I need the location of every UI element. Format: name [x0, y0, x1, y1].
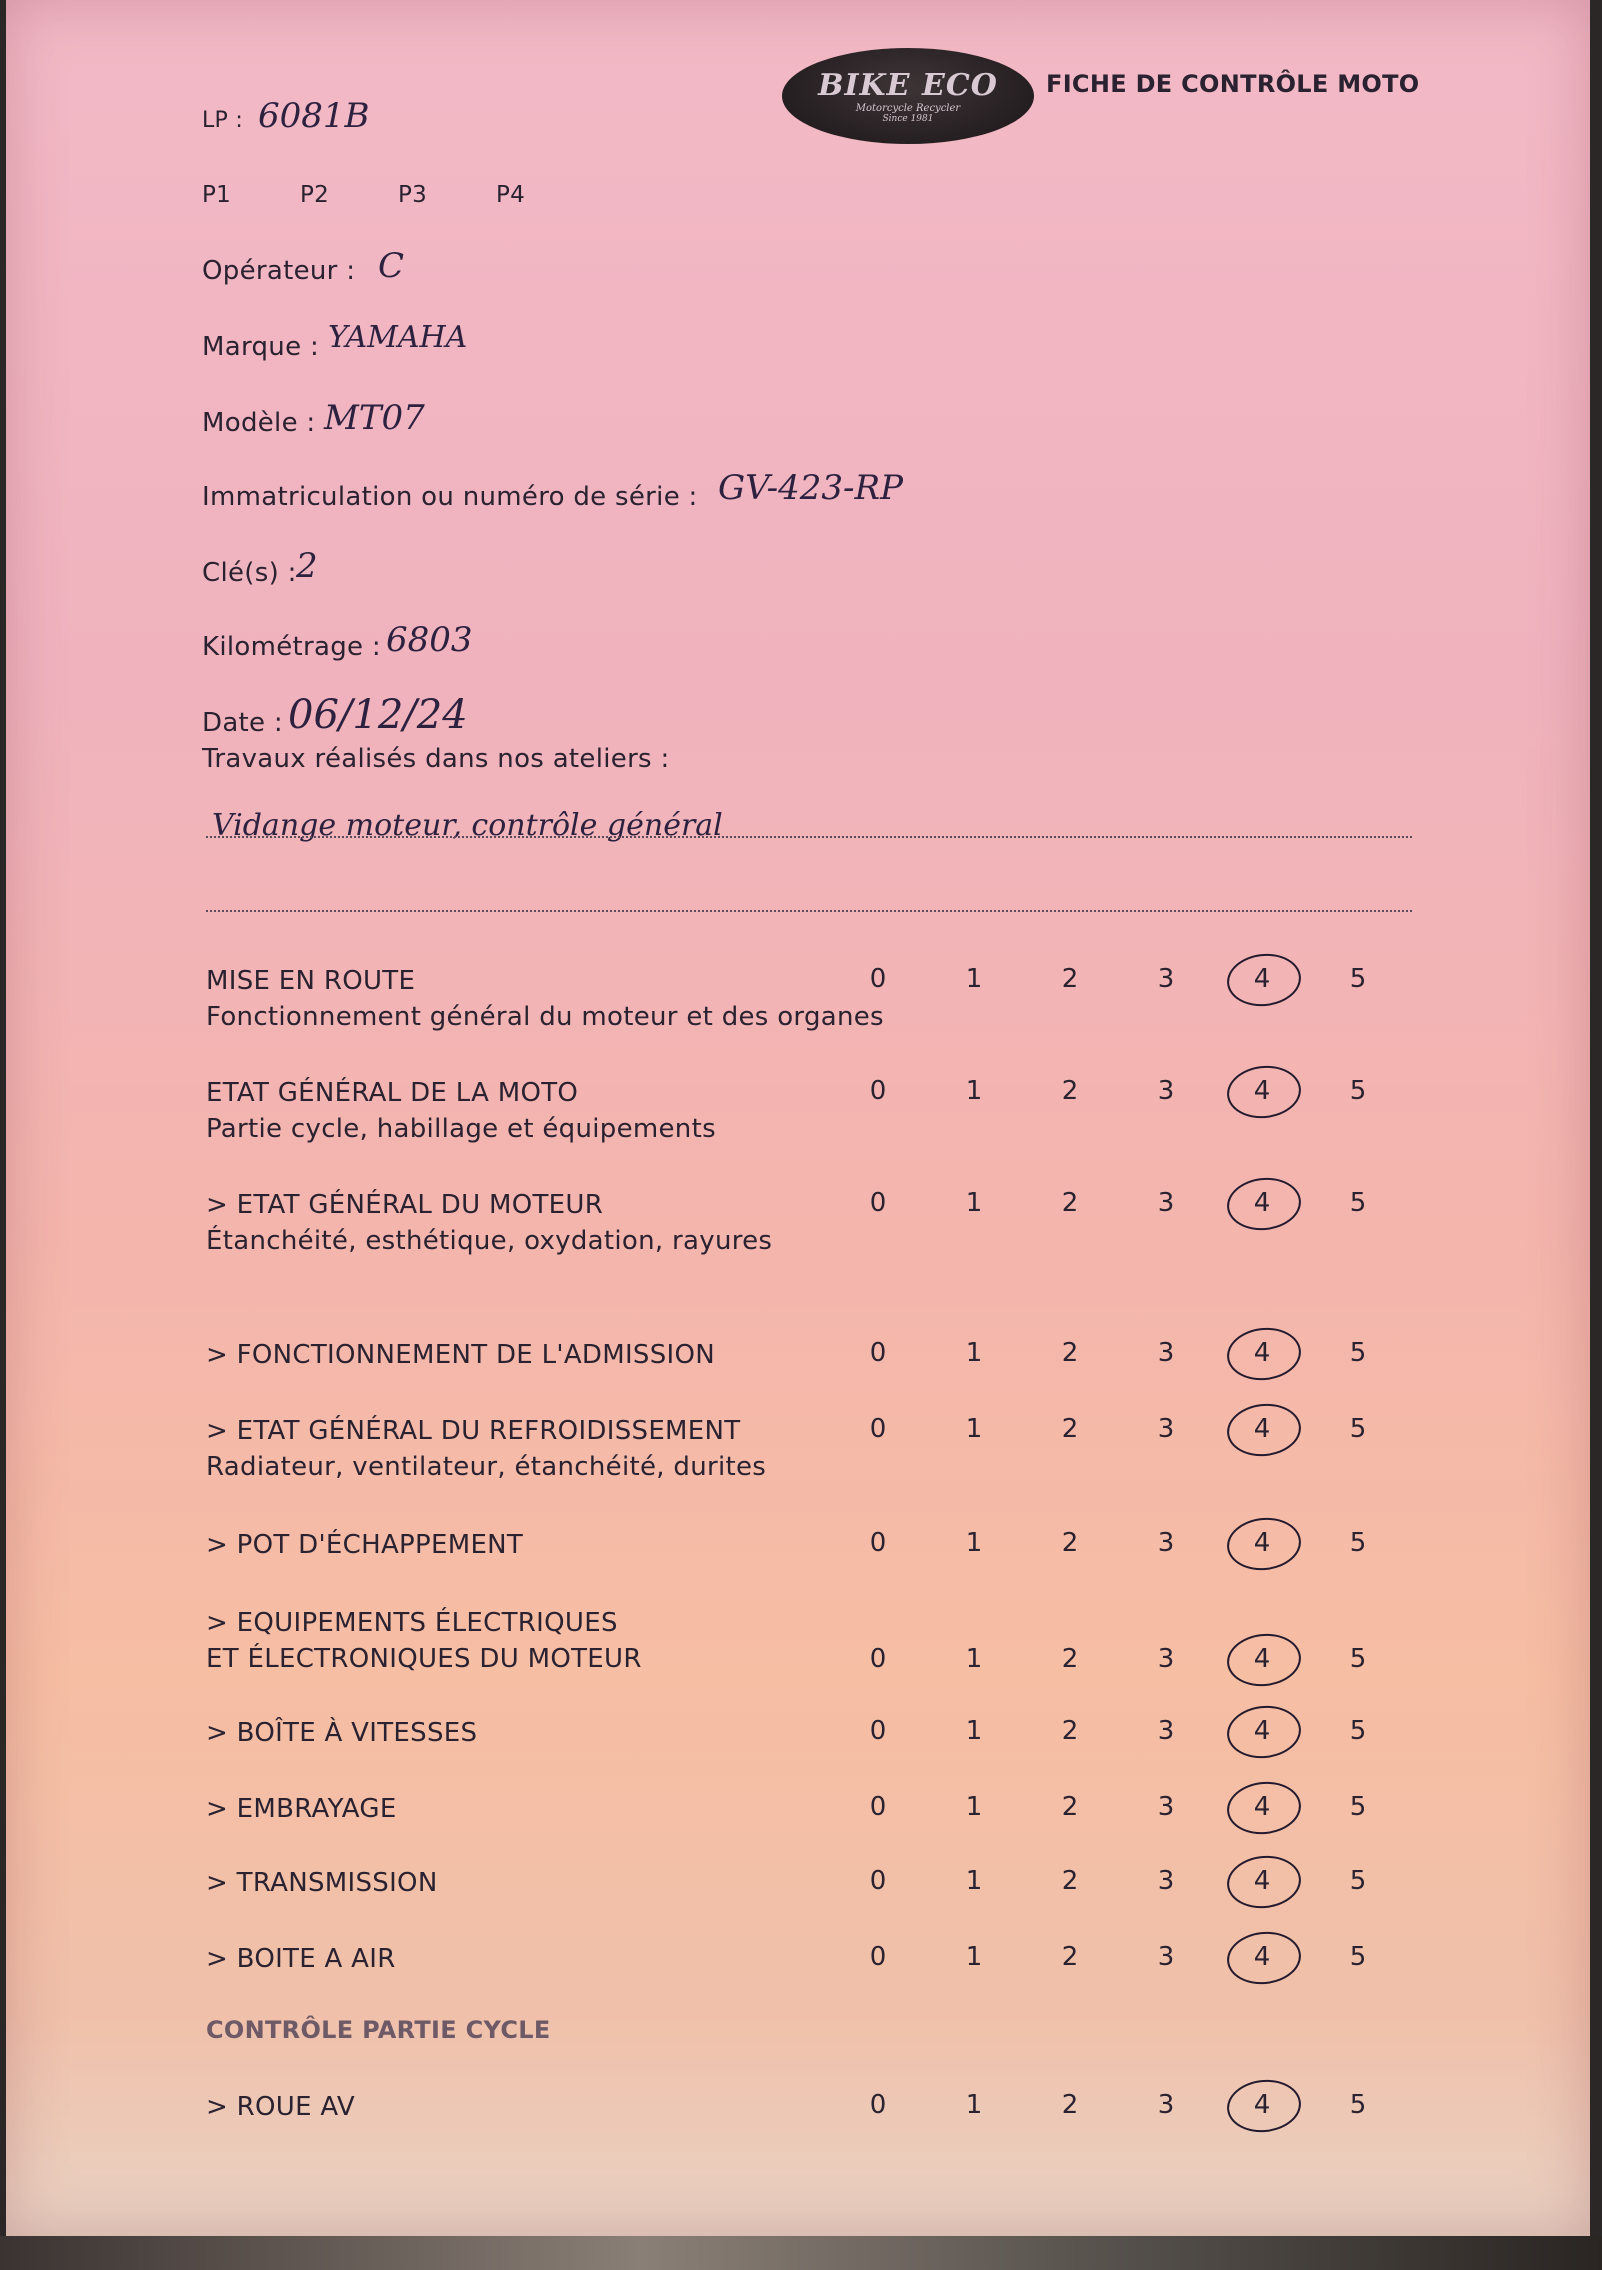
- rating-option[interactable]: 3: [1157, 1866, 1175, 1896]
- selected-rating-circle: [1224, 2076, 1303, 2135]
- rating-option[interactable]: 1: [965, 964, 983, 994]
- check-title: > ETAT GÉNÉRAL DU MOTEUR: [206, 1190, 604, 1220]
- rating-option[interactable]: 2: [1061, 1644, 1079, 1674]
- check-title: > EMBRAYAGE: [206, 1794, 397, 1824]
- rating-option[interactable]: 0: [869, 1866, 887, 1896]
- rating-option[interactable]: 4: [1253, 1188, 1271, 1218]
- rating-option[interactable]: 2: [1061, 1866, 1079, 1896]
- check-subtitle: Fonctionnement général du moteur et des organes: [206, 1002, 884, 1032]
- rating-option[interactable]: 2: [1061, 1716, 1079, 1746]
- check-title: ETAT GÉNÉRAL DE LA MOTO: [206, 1078, 579, 1108]
- rating-option[interactable]: 1: [965, 1338, 983, 1368]
- rating-option[interactable]: 3: [1157, 1338, 1175, 1368]
- rating-option[interactable]: 0: [869, 1644, 887, 1674]
- rating-option[interactable]: 2: [1061, 2090, 1079, 2120]
- rating-option[interactable]: 4: [1253, 1528, 1271, 1558]
- operateur-value: C: [378, 246, 405, 286]
- p4-label: P4: [496, 182, 526, 208]
- check-title: > EQUIPEMENTS ÉLECTRIQUES: [206, 1608, 618, 1638]
- lp-value: 6081B: [258, 96, 370, 136]
- check-subtitle: ET ÉLECTRONIQUES DU MOTEUR: [206, 1644, 642, 1674]
- check-title: > TRANSMISSION: [206, 1868, 438, 1898]
- rating-option[interactable]: 4: [1253, 1866, 1271, 1896]
- rating-option[interactable]: 2: [1061, 1076, 1079, 1106]
- selected-rating-circle: [1224, 1174, 1303, 1233]
- rating-option[interactable]: 3: [1157, 1792, 1175, 1822]
- cles-label: Clé(s) :: [202, 558, 297, 588]
- selected-rating-circle: [1224, 1852, 1303, 1911]
- rating-option[interactable]: 4: [1253, 1414, 1271, 1444]
- lp-label: LP :: [202, 108, 244, 133]
- selected-rating-circle: [1224, 1400, 1303, 1459]
- sheet-title: FICHE DE CONTRÔLE MOTO: [1046, 70, 1420, 98]
- check-title: > BOÎTE À VITESSES: [206, 1718, 478, 1748]
- rating-option[interactable]: 1: [965, 1528, 983, 1558]
- rating-option[interactable]: 5: [1349, 1716, 1367, 1746]
- date-value: 06/12/24: [288, 692, 468, 738]
- rating-option[interactable]: 3: [1157, 1942, 1175, 1972]
- date-label: Date :: [202, 708, 283, 738]
- marque-label: Marque :: [202, 332, 320, 362]
- rating-option[interactable]: 1: [965, 2090, 983, 2120]
- km-value: 6803: [386, 620, 473, 660]
- check-title: > POT D'ÉCHAPPEMENT: [206, 1530, 524, 1560]
- rating-option[interactable]: 4: [1253, 1644, 1271, 1674]
- rating-option[interactable]: 0: [869, 1792, 887, 1822]
- rating-option[interactable]: 5: [1349, 1188, 1367, 1218]
- brand-name: BIKE ECO: [818, 68, 998, 103]
- background-surface: [0, 2236, 1602, 2270]
- rating-option[interactable]: 5: [1349, 1528, 1367, 1558]
- brand-since: Since 1981: [882, 114, 934, 124]
- p3-label: P3: [398, 182, 428, 208]
- rating-option[interactable]: 0: [869, 1188, 887, 1218]
- rating-option[interactable]: 1: [965, 1076, 983, 1106]
- rating-option[interactable]: 5: [1349, 1792, 1367, 1822]
- selected-rating-circle: [1224, 1062, 1303, 1121]
- modele-label: Modèle :: [202, 408, 316, 438]
- rating-option[interactable]: 2: [1061, 1338, 1079, 1368]
- immat-label: Immatriculation ou numéro de série :: [202, 482, 698, 512]
- rating-option[interactable]: 1: [965, 1188, 983, 1218]
- km-label: Kilométrage :: [202, 632, 381, 662]
- modele-value: MT07: [324, 398, 425, 438]
- rating-option[interactable]: 4: [1253, 964, 1271, 994]
- selected-rating-circle: [1224, 1630, 1303, 1689]
- rating-option[interactable]: 1: [965, 1792, 983, 1822]
- rating-option[interactable]: 4: [1253, 1076, 1271, 1106]
- rating-option[interactable]: 2: [1061, 1792, 1079, 1822]
- rating-option[interactable]: 3: [1157, 1414, 1175, 1444]
- rating-option[interactable]: 4: [1253, 1792, 1271, 1822]
- check-title: > FONCTIONNEMENT DE L'ADMISSION: [206, 1340, 716, 1370]
- selected-rating-circle: [1224, 1778, 1303, 1837]
- check-title: MISE EN ROUTE: [206, 966, 416, 996]
- immat-value: GV-423-RP: [718, 468, 903, 508]
- rating-option[interactable]: 5: [1349, 1414, 1367, 1444]
- selected-rating-circle: [1224, 1514, 1303, 1573]
- selected-rating-circle: [1224, 1702, 1303, 1761]
- rating-option[interactable]: 5: [1349, 1338, 1367, 1368]
- rating-option[interactable]: 0: [869, 1414, 887, 1444]
- section-cycle-title: CONTRÔLE PARTIE CYCLE: [206, 2016, 551, 2044]
- rating-option[interactable]: 5: [1349, 1866, 1367, 1896]
- rating-option[interactable]: 2: [1061, 1188, 1079, 1218]
- rating-option[interactable]: 0: [869, 1338, 887, 1368]
- check-title: > ETAT GÉNÉRAL DU REFROIDISSEMENT: [206, 1416, 741, 1446]
- travaux-value: Vidange moteur, contrôle général: [212, 808, 723, 843]
- control-sheet: [6, 0, 1590, 2236]
- rating-option[interactable]: 2: [1061, 1942, 1079, 1972]
- selected-rating-circle: [1224, 1324, 1303, 1383]
- dotted-line-1: [206, 836, 1412, 838]
- brand-logo: [782, 48, 1034, 144]
- rating-option[interactable]: 5: [1349, 1942, 1367, 1972]
- dotted-line-2: [206, 910, 1412, 912]
- marque-value: YAMAHA: [328, 320, 468, 355]
- rating-option[interactable]: 5: [1349, 1076, 1367, 1106]
- p1-label: P1: [202, 182, 232, 208]
- rating-option[interactable]: 3: [1157, 2090, 1175, 2120]
- rating-option[interactable]: 1: [965, 1866, 983, 1896]
- rating-option[interactable]: 1: [965, 1942, 983, 1972]
- check-subtitle: Étanchéité, esthétique, oxydation, rayures: [206, 1226, 773, 1256]
- rating-option[interactable]: 2: [1061, 1528, 1079, 1558]
- rating-option[interactable]: 3: [1157, 1644, 1175, 1674]
- rating-option[interactable]: 0: [869, 1528, 887, 1558]
- rating-option[interactable]: 0: [869, 1942, 887, 1972]
- check-title: > ROUE AV: [206, 2092, 355, 2122]
- selected-rating-circle: [1224, 1928, 1303, 1987]
- brand-tagline: Motorcycle Recycler: [855, 103, 961, 114]
- rating-option[interactable]: 5: [1349, 2090, 1367, 2120]
- rating-option[interactable]: 5: [1349, 964, 1367, 994]
- rating-option[interactable]: 4: [1253, 1338, 1271, 1368]
- rating-option[interactable]: 3: [1157, 1528, 1175, 1558]
- rating-option[interactable]: 2: [1061, 1414, 1079, 1444]
- check-title: > BOITE A AIR: [206, 1944, 396, 1974]
- rating-option[interactable]: 0: [869, 964, 887, 994]
- check-subtitle: Radiateur, ventilateur, étanchéité, durites: [206, 1452, 767, 1482]
- rating-option[interactable]: 0: [869, 2090, 887, 2120]
- check-subtitle: Partie cycle, habillage et équipements: [206, 1114, 716, 1144]
- rating-option[interactable]: 0: [869, 1716, 887, 1746]
- operateur-label: Opérateur :: [202, 256, 356, 286]
- rating-option[interactable]: 1: [965, 1414, 983, 1444]
- p2-label: P2: [300, 182, 330, 208]
- rating-option[interactable]: 2: [1061, 964, 1079, 994]
- travaux-label: Travaux réalisés dans nos ateliers :: [202, 744, 670, 774]
- rating-option[interactable]: 3: [1157, 1188, 1175, 1218]
- rating-option[interactable]: 3: [1157, 1076, 1175, 1106]
- rating-option[interactable]: 3: [1157, 964, 1175, 994]
- cles-value: 2: [296, 546, 318, 586]
- rating-option[interactable]: 4: [1253, 1942, 1271, 1972]
- rating-option[interactable]: 3: [1157, 1716, 1175, 1746]
- rating-option[interactable]: 4: [1253, 2090, 1271, 2120]
- rating-option[interactable]: 0: [869, 1076, 887, 1106]
- rating-option[interactable]: 1: [965, 1644, 983, 1674]
- rating-option[interactable]: 5: [1349, 1644, 1367, 1674]
- rating-option[interactable]: 1: [965, 1716, 983, 1746]
- selected-rating-circle: [1224, 950, 1303, 1009]
- rating-option[interactable]: 4: [1253, 1716, 1271, 1746]
